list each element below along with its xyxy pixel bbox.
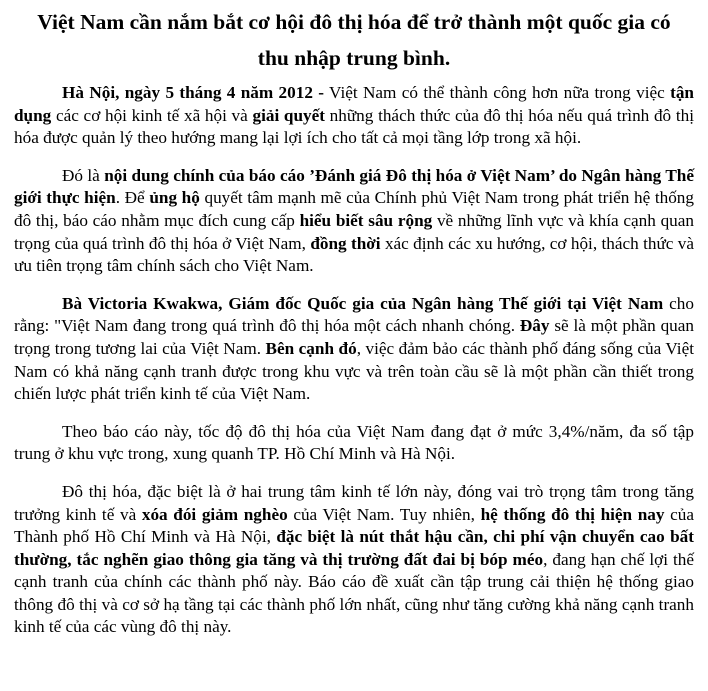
bold-text: đồng thời	[310, 233, 381, 253]
bold-text: đặc biệt là nút thắt hậu cần, chi phí vận chuyển cao bất thường, tắc nghẽn giao thông gia tăng và thị trường đất đai bị bóp méo	[14, 527, 694, 569]
text-run: Theo báo cáo này, tốc độ đô thị hóa của Việt Nam đang đạt ở mức 3,4%/năm, đa số tập trung ở khu vực trong, xung quanh TP. Hồ Chí Minh và Hà Nội.	[14, 421, 694, 464]
text-run: Đô thị hóa, đặc biệt là ở hai trung tâm kinh tế lớn này, đóng vai trò trọng tâm trong tăng trưởng kinh tế và	[14, 481, 694, 524]
text-run: những thách thức của đô thị hóa nếu quá trình đô thị hóa được quản lý theo hướng mang lại lợi ích cho tất cả mọi tầng lớp trong xã hội.	[14, 105, 694, 148]
paragraph	[14, 481, 694, 639]
bold-text: Đây	[519, 316, 550, 336]
paragraph	[14, 82, 694, 150]
bold-text: xóa đói giảm nghèo	[141, 504, 288, 524]
text-run: xác định các xu hướng, cơ hội, thách thức và ưu tiên trọng tâm chính sách cho Việt Nam.	[14, 233, 695, 276]
text-run: Đó là	[62, 165, 105, 185]
bold-text: hệ thống đô thị hiện nay	[480, 504, 665, 524]
text-run: . Để	[115, 188, 150, 208]
text-run: cho rằng: "Việt Nam đang trong quá trình đô thị hóa một cách nhanh chóng.	[14, 293, 694, 336]
text-run: sẽ là một phần quan trọng trong tương lai của Việt Nam.	[14, 316, 695, 358]
text-run: của Thành phố Hồ Chí Minh và Hà Nội,	[14, 504, 694, 547]
text-run: về những lĩnh vực và khía cạnh quan trọng của quá trình đô thị hóa ở Việt Nam,	[14, 210, 694, 253]
text-run: của Việt Nam. Tuy nhiên,	[287, 504, 481, 524]
bold-text: ủng hộ	[149, 188, 200, 208]
text-run: , việc đảm bảo các thành phố đáng sống của Việt Nam có khả năng cạnh tranh được trong khu vực và trên toàn cầu sẽ là một phần cần thiết trong chiến lược phát triển kinh tế của Việt Nam.	[14, 338, 694, 404]
text-run: các cơ hội kinh tế xã hội và	[51, 105, 253, 125]
bold-text: tận dụng	[14, 83, 694, 125]
text-run: , đang hạn chế lợi thế cạnh tranh của chính các thành phố này. Báo cáo đề xuất cần tập trung cải thiện hệ thống giao thông đô thị và cơ sở hạ tầng tại các thành phố lớn nhất, cũng như tăng cường khả năng cạnh tranh kinh tế của các vùng đô thị này.	[14, 549, 694, 637]
text-run: quyết tâm mạnh mẽ của Chính phủ Việt Nam trong phát triển hệ thống đô thị, báo cáo nhằm mục đích cung cấp	[14, 188, 694, 230]
bold-text: giải quyết	[252, 105, 325, 125]
bold-text: Bà Victoria Kwakwa, Giám đốc Quốc gia của Ngân hàng Thế giới tại Việt Nam	[62, 293, 664, 313]
paragraph	[14, 293, 694, 406]
bold-text: nội dung chính của báo cáo ’Đánh giá Đô thị hóa ở Việt Nam’ do Ngân hàng Thế giới thực hiện	[14, 165, 694, 208]
paragraph	[14, 165, 694, 278]
article-body	[14, 82, 694, 639]
bold-text: Bên cạnh đó	[265, 338, 357, 358]
article-title: Việt Nam cần nắm bắt cơ hội đô thị hóa để trở thành một quốc gia có thu nhập trung bình.	[37, 10, 671, 70]
bold-text: Hà Nội, ngày 5 tháng 4 năm 2012 -	[62, 83, 325, 102]
paragraph	[14, 421, 694, 466]
bold-text: hiểu biết sâu rộng	[299, 210, 433, 230]
text-run: Việt Nam có thể thành công hơn nữa trong việc	[324, 83, 671, 102]
